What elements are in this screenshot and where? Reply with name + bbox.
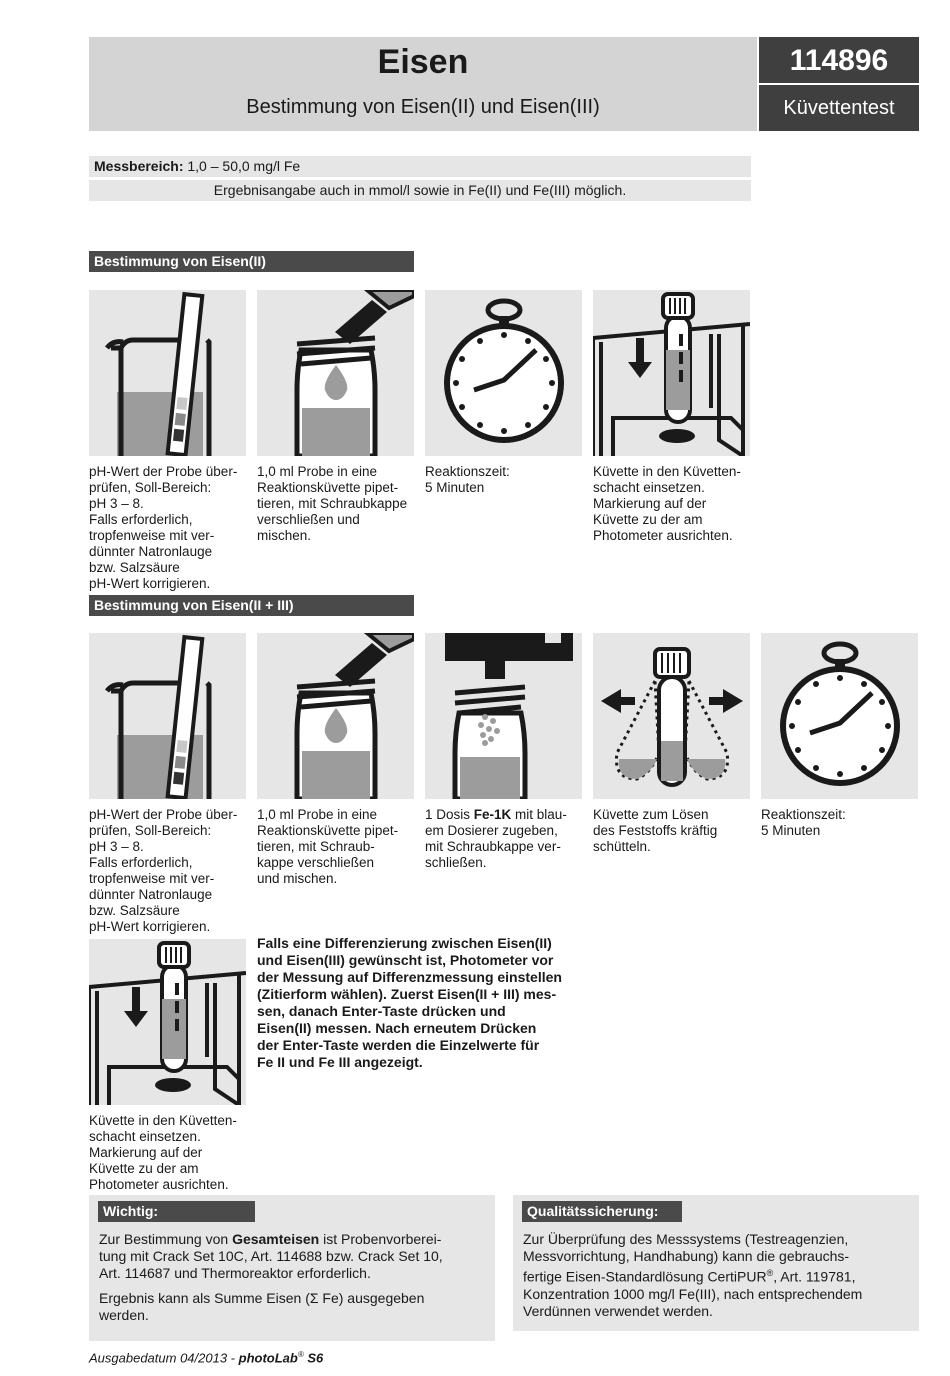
reagent-name: Fe-1K: [473, 807, 512, 822]
differenzmessung-note: Falls eine Differenzierung zwischen Eisen(II) und Eisen(III) gewünscht ist, Photometer vor der Messung auf Differenzmessung einstellen (Zitierform wählen). Zuerst Eisen(II + III) mes- sen, danach Enter-Taste drücken und Eisen(II) messen. Nach erneutem Drücken der Enter-Taste werden die Einzelwerte für Fe II und Fe III angezeigt.: [257, 935, 562, 1070]
section-title-eisen-ii: Bestimmung von Eisen(II): [89, 251, 414, 272]
test-type: Küvettentest: [759, 85, 919, 131]
beaker-ph-strip-icon: [89, 633, 246, 799]
step-text: pH-Wert der Probe über- prüfen, Soll-Bereich: pH 3 – 8. Falls erforderlich, tropfenweise mit ver- dünnter Natronlauge bzw. Salzsäure pH-Wert korrigieren.: [89, 464, 238, 591]
messbereich-note: Ergebnisangabe auch in mmol/l sowie in Fe(II) und Fe(III) möglich.: [89, 180, 751, 201]
wichtig-title: Wichtig:: [98, 1201, 255, 1222]
header-title-box: [89, 37, 757, 131]
wichtig-paragraph-1: Zur Bestimmung von Gesamteisen ist Probenvorberei- tung mit Crack Set 10C, Art. 114688 bzw. Crack Set 10, Art. 114687 und Thermoreaktor erforderlich.: [99, 1231, 443, 1281]
cuvette-insert-icon: [593, 290, 750, 456]
messbereich-label: Messbereich:: [94, 158, 184, 174]
step-text: 1,0 ml Probe in eine Reaktionsküvette pipet- tieren, mit Schraubkappe verschließen und mischen.: [257, 464, 408, 543]
messbereich-row: [89, 156, 751, 177]
footer-product: photoLab: [238, 1350, 298, 1366]
stopwatch-icon: [761, 633, 918, 799]
messbereich-value: 1,0 – 50,0 mg/l Fe: [187, 158, 301, 174]
step-text: Küvette in den Küvetten- schacht einsetzen. Markierung auf der Küvette zu der am Photometer ausrichten.: [593, 464, 741, 543]
step-text: 1 Dosis Fe-1K mit blau- em Dosierer zugeben, mit Schraubkappe ver- schließen.: [425, 807, 567, 870]
qualitaet-box: [513, 1195, 919, 1331]
page-subtitle: Bestimmung von Eisen(II) und Eisen(III): [246, 96, 600, 118]
beaker-ph-strip-icon: [89, 290, 246, 456]
wichtig-box: [89, 1195, 495, 1341]
section-title-eisen-ii-iii: Bestimmung von Eisen(II + III): [89, 595, 414, 616]
footer: Ausgabedatum 04/2013 - photoLab® S6: [89, 1350, 324, 1366]
footer-date: Ausgabedatum 04/2013: [89, 1350, 228, 1366]
qualitaet-title: Qualitätssicherung:: [522, 1201, 682, 1222]
page-title: Eisen: [377, 43, 469, 81]
article-number: 114896: [759, 37, 919, 83]
step-text: Küvette zum Lösen des Feststoffs kräftig schütteln.: [593, 807, 718, 854]
stopwatch-icon: [425, 290, 582, 456]
cuvette-insert-icon: [89, 939, 246, 1105]
pipette-cuvette-icon: [257, 633, 414, 799]
qualitaet-paragraph: Zur Überprüfung des Messsystems (Testreagenzien, Messvorrichtung, Handhabung) kann die gebrauchs- fertige Eisen-Standardlösung CertiPUR®, Art. 119781, Konzentration 1000 mg/l Fe(III), nach entsprechendem Verdünnen verwendet werden.: [523, 1231, 863, 1319]
pipette-cuvette-icon: [257, 290, 414, 456]
step-text: 1,0 ml Probe in eine Reaktionsküvette pipet- tieren, mit Schraub- kappe verschließen und mischen.: [257, 807, 399, 886]
step-text: pH-Wert der Probe über- prüfen, Soll-Bereich: pH 3 – 8. Falls erforderlich, tropfenweise mit ver- dünnter Natronlauge bzw. Salzsäure pH-Wert korrigieren.: [89, 807, 238, 934]
step-text: Küvette in den Küvetten- schacht einsetzen. Markierung auf der Küvette zu der am Photometer ausrichten.: [89, 1113, 237, 1192]
step-text: Reaktionszeit: 5 Minuten: [761, 807, 846, 838]
step-text: Reaktionszeit: 5 Minuten: [425, 464, 510, 495]
wichtig-paragraph-2: Ergebnis kann als Summe Eisen (Σ Fe) ausgegeben werden.: [99, 1290, 425, 1323]
dosing-cap-icon: [425, 633, 582, 799]
shake-cuvette-icon: [593, 633, 750, 799]
